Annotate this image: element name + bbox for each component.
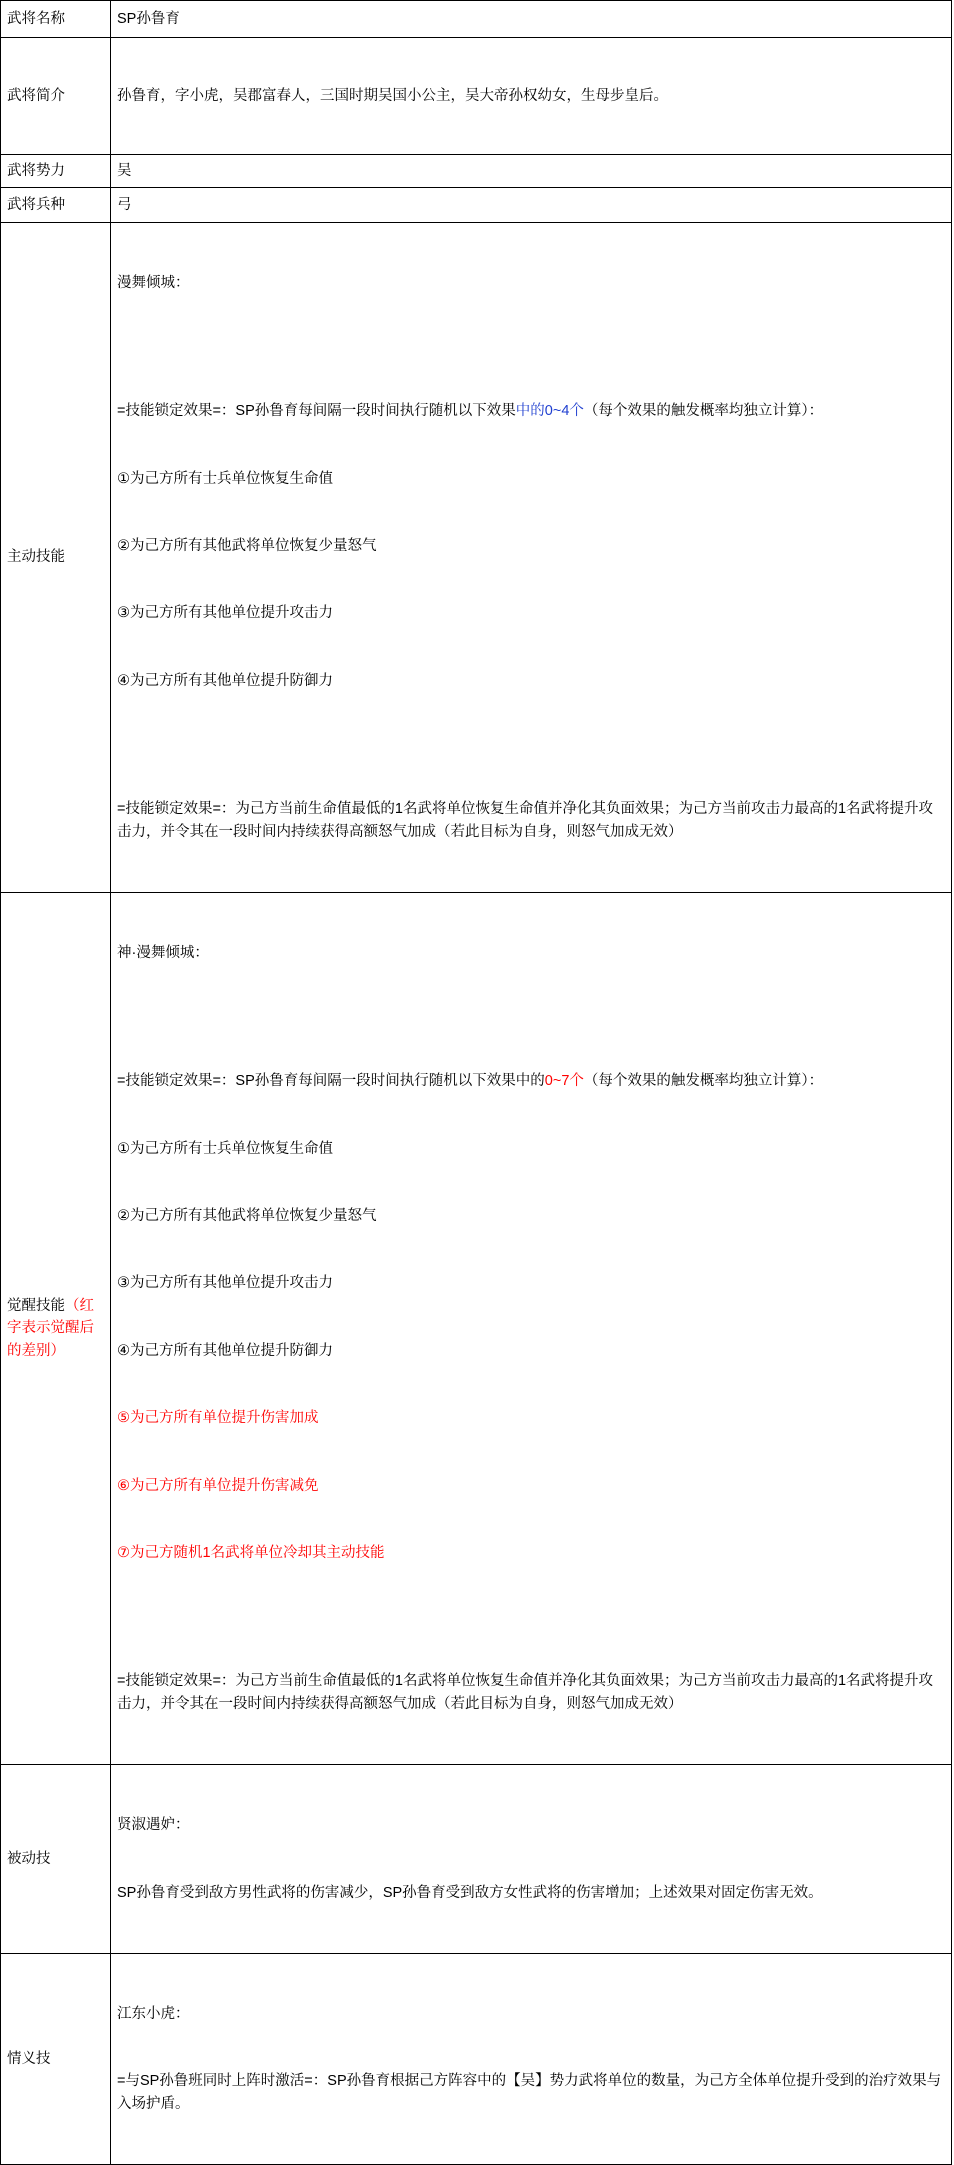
awaken-lock1-suffix: （每个效果的触发概率均独立计算）： [583,1073,824,1090]
row-value-active-skill [111,223,952,893]
row-label-arm: 武将兵种 [1,188,111,223]
friendship-skill-title: 江东小虎： [117,2005,190,2022]
active-lock1-prefix: =技能锁定效果=：SP孙鲁育每间隔一段时间执行随机以下效果 [117,403,516,420]
active-effect-1: ①为己方所有士兵单位恢复生命值 [117,470,333,487]
passive-skill-title: 贤淑遇妒： [117,1817,190,1834]
awaken-effect-3: ③为己方所有其他单位提升攻击力 [117,1275,333,1292]
row-label-intro: 武将简介 [1,38,111,155]
active-skill-lock2: =技能锁定效果=：为己方当前生命值最低的1名武将单位恢复生命值并净化其负面效果；为己方当前攻击力最高的1名武将提升攻击力，并令其在一段时间内持续获得高额怒气加成（若此目标为自身，则怒气加成无效） [117,801,934,840]
row-label-friendship-skill: 情义技 [1,1953,111,2164]
row-value-awaken-skill [111,893,952,1765]
awaken-skill-lock2: =技能锁定效果=：为己方当前生命值最低的1名武将单位恢复生命值并净化其负面效果；为己方当前攻击力最高的1名武将提升攻击力，并令其在一段时间内持续获得高额怒气加成（若此目标为自身，则怒气加成无效） [117,1673,934,1712]
active-skill-lock1 [117,400,945,422]
awaken-effect-4: ④为己方所有其他单位提升防御力 [117,1342,333,1359]
awaken-effect-5: ⑤为己方所有单位提升伤害加成 [117,1410,319,1427]
table-row-intro [1,38,952,155]
row-label-awaken-skill [1,893,111,1765]
row-label-force: 武将势力 [1,155,111,188]
table-row-active-skill [1,223,952,893]
active-skill-title: 漫舞倾城： [117,274,190,291]
table-row-friendship-skill [1,1953,952,2164]
awaken-lock1-highlight: 0~7个 [544,1073,584,1090]
row-label-name: 武将名称 [1,1,111,38]
active-lock1-highlight: 中的0~4个 [515,403,584,420]
row-value-force: 吴 [111,155,952,188]
active-effect-4: ④为己方所有其他单位提升防御力 [117,672,333,689]
active-effect-3: ③为己方所有其他单位提升攻击力 [117,605,333,622]
row-label-active-skill: 主动技能 [1,223,111,893]
active-lock1-suffix: （每个效果的触发概率均独立计算）： [583,403,824,420]
friendship-skill-text: =与SP孙鲁班同时上阵时激活=：SP孙鲁育根据己方阵容中的【吴】势力武将单位的数量，为己方全体单位提升受到的治疗效果与入场护盾。 [117,2073,942,2112]
row-value-passive-skill [111,1765,952,1954]
awaken-effect-7: ⑦为己方随机1名武将单位冷却其主动技能 [117,1545,385,1562]
table-row-passive-skill [1,1765,952,1954]
row-value-friendship-skill [111,1953,952,2164]
row-value-arm: 弓 [111,188,952,223]
table-row-arm [1,188,952,223]
table-row-name [1,1,952,38]
awaken-effect-6: ⑥为己方所有单位提升伤害减免 [117,1477,319,1494]
awaken-lock1-prefix: =技能锁定效果=：SP孙鲁育每间隔一段时间执行随机以下效果中的 [117,1073,545,1090]
table-row-force [1,155,952,188]
awaken-label-main: 觉醒技能 [7,1297,65,1314]
row-label-passive-skill: 被动技 [1,1765,111,1954]
awaken-skill-lock1 [117,1070,945,1092]
awaken-effect-2: ②为己方所有其他武将单位恢复少量怒气 [117,1208,377,1225]
passive-skill-text: SP孙鲁育受到敌方男性武将的伤害减少，SP孙鲁育受到敌方女性武将的伤害增加；上述效果对固定伤害无效。 [117,1884,823,1901]
active-effect-2: ②为己方所有其他武将单位恢复少量怒气 [117,538,377,555]
awaken-skill-title: 神·漫舞倾城： [117,944,209,961]
awaken-label-note: （红字表示觉醒后的差别） [7,1297,94,1359]
row-value-name: SP孙鲁育 [111,1,952,38]
table-row-awaken-skill [1,893,952,1765]
awaken-effect-1: ①为己方所有士兵单位恢复生命值 [117,1140,333,1157]
row-value-intro: 孙鲁育，字小虎，吴郡富春人，三国时期吴国小公主，吴大帝孙权幼女，生母步皇后。 [111,38,952,155]
